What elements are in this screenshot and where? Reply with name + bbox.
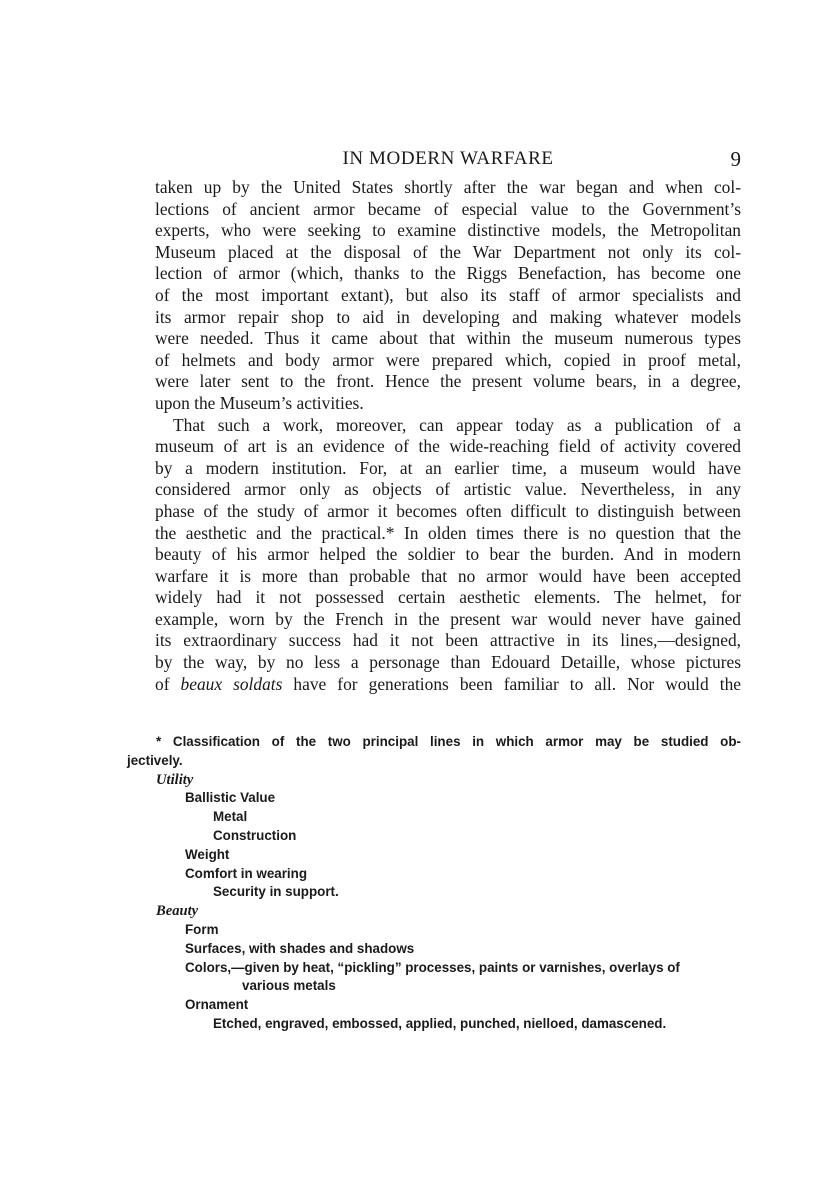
text-line: Museum placed at the disposal of the War Department not only its col- [155, 241, 741, 262]
text-line: museum of art is an evidence of the wide-reaching field of activity covered [155, 436, 741, 457]
text-line: its armor repair shop to aid in developing and making whatever models [155, 306, 741, 327]
body-text [155, 177, 741, 695]
text-line: of helmets and body armor were prepared which, copied in proof metal, [155, 349, 741, 370]
utility-construction: Construction [213, 827, 297, 843]
text-segment: of [155, 673, 181, 694]
text-line: experts, who were seeking to examine distinctive models, the Metropolitan [155, 220, 741, 241]
utility-weight: Weight [185, 846, 230, 862]
page-number: 9 [730, 147, 741, 171]
text-line: warfare it is more than probable that no armor would have been accepted [155, 565, 741, 586]
text-line: the aesthetic and the practical.* In olden times there is no question that the [155, 522, 741, 543]
footnote [127, 733, 741, 1034]
text-line: were needed. Thus it came about that within the museum numerous types [155, 328, 741, 349]
footnote-intro-continued: jectively. [127, 752, 183, 768]
text-line: phase of the study of armor it becomes often difficult to distinguish between [155, 500, 741, 521]
paragraph-end-line: upon the Museum’s activities. [155, 392, 364, 413]
text-line: example, worn by the French in the present war would never have gained [155, 608, 741, 629]
running-title: IN MODERN WARFARE [342, 148, 554, 169]
text-line: by a modern institution. For, at an earlier time, a museum would have [155, 457, 741, 478]
utility-heading: Utility [156, 771, 194, 788]
text-line: its extraordinary success had it not been attractive in its lines,—designed, [155, 630, 741, 651]
beauty-ornament: Ornament [185, 997, 249, 1013]
text-line: widely had it not possessed certain aesthetic elements. The helmet, for [155, 587, 741, 608]
beauty-surfaces: Surfaces, with shades and shadows [185, 940, 415, 956]
utility-comfort: Comfort in wearing [185, 865, 308, 881]
text-line: lection of armor (which, thanks to the Riggs Benefaction, has become one [155, 263, 741, 284]
beauty-heading: Beauty [156, 903, 199, 920]
beauty-ornament-detail: Etched, engraved, embossed, applied, punched, nielloed, damascened. [213, 1015, 667, 1031]
paragraph-start-line: That such a work, moreover, can appear today as a publication of a [173, 414, 741, 435]
text-line: beauty of his armor helped the soldier to bear the burden. And in modern [155, 544, 741, 565]
footnote-intro: * Classification of the two principal lines in which armor may be studied ob- [156, 734, 741, 749]
italic-phrase: beaux soldats [180, 673, 283, 694]
utility-metal: Metal [213, 809, 248, 825]
text-line: by the way, by no less a personage than Edouard Detaille, whose pictures [155, 652, 741, 673]
text-segment: have for generations been familiar to all. Nor would the [282, 673, 741, 694]
running-head [155, 146, 741, 172]
text-line: were later sent to the front. Hence the present volume bears, in a degree, [155, 371, 741, 392]
utility-security: Security in support. [213, 884, 339, 900]
text-line: considered armor only as objects of artistic value. Nevertheless, in any [155, 479, 741, 500]
beauty-form: Form [185, 921, 219, 937]
text-line-with-italic [155, 674, 741, 696]
text-line: of the most important extant), but also its staff of armor specialists and [155, 284, 741, 305]
beauty-colors-continued: various metals [242, 978, 336, 994]
text-line: lections of ancient armor became of especial value to the Government’s [155, 198, 741, 219]
text-line: taken up by the United States shortly after the war began and when col- [155, 177, 741, 197]
utility-ballistic: Ballistic Value [185, 790, 276, 806]
beauty-colors: Colors,—given by heat, “pickling” processes, paints or varnishes, overlays of [185, 959, 680, 975]
